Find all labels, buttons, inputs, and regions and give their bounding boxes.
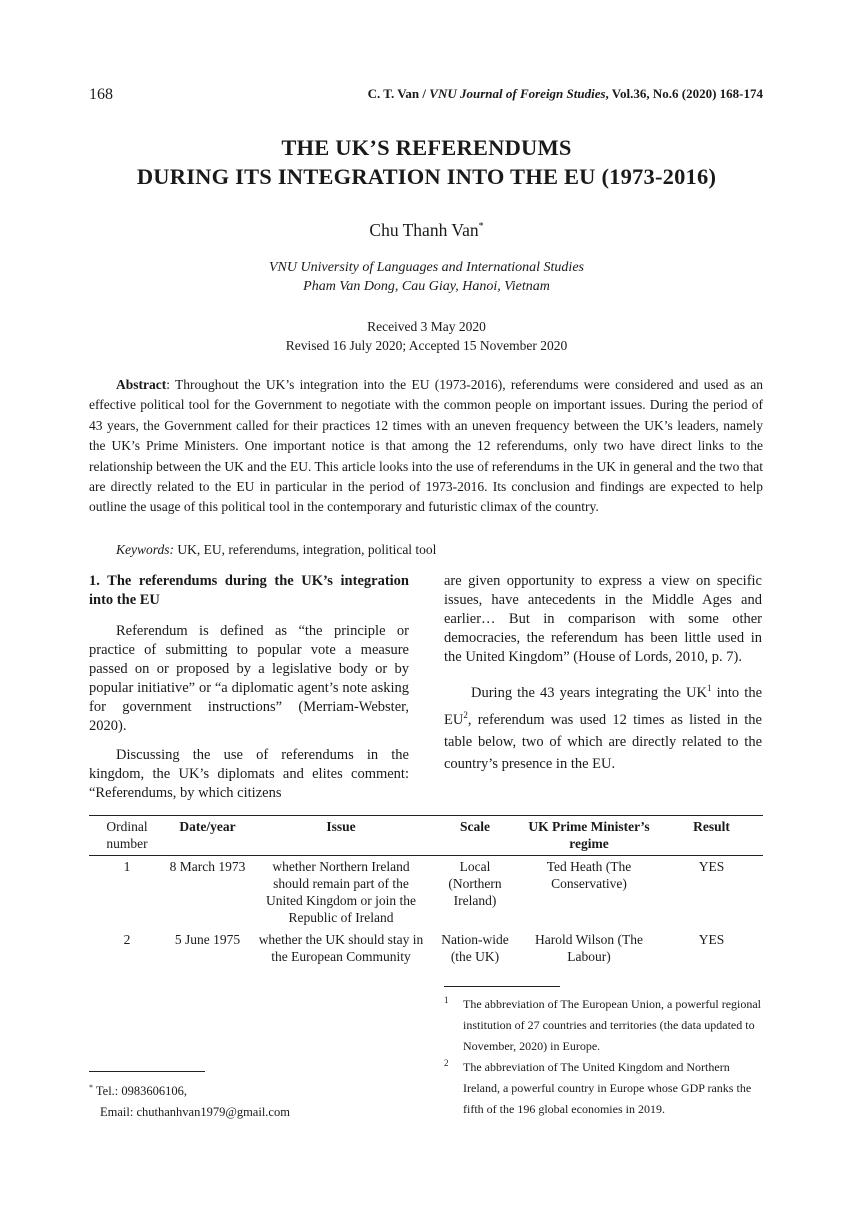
- cell-ordinal: 2: [123, 932, 131, 947]
- paragraph-quote-continued: are given opportunity to express a view on specific issues, have antecedents in the Middle Ages and earlier… But in comparison with some other democracies, the referendum has been little used in the United Kingdom” (House of Lords, 2010, p. 7).: [444, 573, 762, 665]
- cell-issue: whether Northern Ireland should remain part of the United Kingdom or join the Republic of Ireland: [266, 859, 416, 925]
- title-line-1: THE UK’S REFERENDUMS: [281, 135, 572, 160]
- cell-date: 8 March 1973: [169, 859, 246, 874]
- footnote-1: The abbreviation of The European Union, a powerful regional institution of 27 countries and territories (the data updated to November, 2020) in Europe.: [463, 997, 762, 1053]
- author-contact: [89, 1077, 290, 1123]
- running-head: [368, 86, 763, 102]
- running-head-prefix: C. T. Van /: [367, 86, 430, 101]
- author-name: Chu Thanh Van: [369, 220, 479, 240]
- table-header-row: [89, 816, 763, 856]
- footnote-divider-left: [89, 1071, 205, 1072]
- abstract: [89, 375, 763, 518]
- referendum-table: [89, 815, 763, 968]
- paragraph-discussion: Discussing the use of referendums in the kingdom, the UK’s diplomats and elites comment: “Referendums, by which citizens: [89, 747, 409, 801]
- right-column: [444, 572, 762, 785]
- cell-result: YES: [698, 859, 725, 874]
- keywords-text: UK, EU, referendums, integration, political tool: [174, 542, 437, 557]
- running-head-suffix: , Vol.36, No.6 (2020) 168-174: [605, 86, 763, 101]
- footnote-ref-2[interactable]: 2: [463, 709, 468, 720]
- footnote-ref-1[interactable]: 1: [707, 683, 712, 693]
- page-number: 168: [89, 86, 113, 103]
- contact-tel-line: [89, 1077, 290, 1102]
- header-scale: Scale: [432, 816, 518, 856]
- table-row: [89, 929, 763, 968]
- affiliation-line-1: VNU University of Languages and International Studies: [269, 260, 584, 275]
- para4-part-c: , referendum was used 12 times as listed in the table below, two of which are directly related to the country’s presence in the EU.: [444, 711, 762, 772]
- footnote-2: The abbreviation of The United Kingdom and Northern Ireland, a powerful country in Europe whose GDP ranks the fifth of the 196 global economies in 2019.: [463, 1060, 752, 1116]
- footnote-divider-right: [444, 986, 560, 987]
- header-ordinal: Ordinal number: [89, 816, 165, 856]
- paragraph-definition: Referendum is defined as “the principle or practice of submitting to popular vote a measure passed on or proposed by a legislative body or by popular initiative” or “a diplomatic agent’s note asking for government instructions” (Merriam-Webster, 2020).: [89, 623, 409, 734]
- table-row: [89, 856, 763, 930]
- footnote-2-number: 2: [444, 1058, 449, 1068]
- title-line-2: DURING ITS INTEGRATION INTO THE EU (1973-2016): [136, 164, 717, 189]
- keywords: [116, 542, 436, 558]
- keywords-label: Keywords:: [116, 542, 174, 557]
- abstract-text: : Throughout the UK’s integration into the EU (1973-2016), referendums were considered and used as an effective political tool for the Government to negotiate with the common people on important issues. During the period of 43 years, the Government called for their practices 12 times with an uneven frequency between the UK’s leaders, namely the UK’s Prime Ministers. One important notice is that among the 12 referendums, only two have direct links to the relationship between the UK and the EU. This article looks into the use of referendums in the UK in general and the two that are directly related to the EU in particular in the period of 1973-2016. Its conclusion and findings are expected to help outline the usage of this political tool in the contemporary and futuristic climax of the country.: [89, 377, 763, 515]
- header-issue: Issue: [250, 816, 432, 856]
- received-date: Received 3 May 2020: [367, 319, 486, 334]
- footnote-1-number: 1: [444, 995, 449, 1005]
- cell-pm: Harold Wilson (The Labour): [535, 932, 643, 964]
- cell-issue: whether the UK should stay in the European Community: [258, 932, 424, 964]
- affiliation-line-2: Pham Van Dong, Cau Giay, Hanoi, Vietnam: [303, 279, 550, 294]
- cell-date: 5 June 1975: [174, 932, 241, 947]
- article-title: [0, 133, 853, 191]
- header-date: Date/year: [165, 816, 250, 856]
- affiliation: [0, 258, 853, 296]
- author: [0, 220, 853, 241]
- header-result: Result: [660, 816, 763, 856]
- left-column: [89, 572, 409, 813]
- section-heading: 1. The referendums during the UK’s integration into the EU: [89, 573, 409, 608]
- contact-mark: *: [89, 1083, 93, 1092]
- cell-result: YES: [698, 932, 725, 947]
- para4-part-a: During the 43 years integrating the UK: [471, 684, 708, 701]
- cell-scale: Local (Northern Ireland): [448, 859, 502, 908]
- article-dates: [0, 317, 853, 355]
- contact-tel: Tel.: 0983606106,: [93, 1084, 188, 1099]
- para4-part-b: into the EU: [444, 684, 763, 728]
- cell-ordinal: 1: [123, 859, 131, 874]
- author-mark: *: [478, 221, 484, 233]
- contact-email[interactable]: Email: chuthanhvan1979@gmail.com: [100, 1105, 290, 1120]
- cell-pm: Ted Heath (The Conservative): [546, 859, 632, 891]
- paragraph-43-years: [444, 677, 762, 775]
- revised-accepted-date: Revised 16 July 2020; Accepted 15 November 2020: [285, 338, 568, 353]
- cell-scale: Nation-wide (the UK): [441, 932, 509, 964]
- running-head-journal: VNU Journal of Foreign Studies: [429, 86, 606, 101]
- header-pm: UK Prime Minister’s regime: [518, 816, 660, 856]
- abstract-label: Abstract: [116, 377, 167, 392]
